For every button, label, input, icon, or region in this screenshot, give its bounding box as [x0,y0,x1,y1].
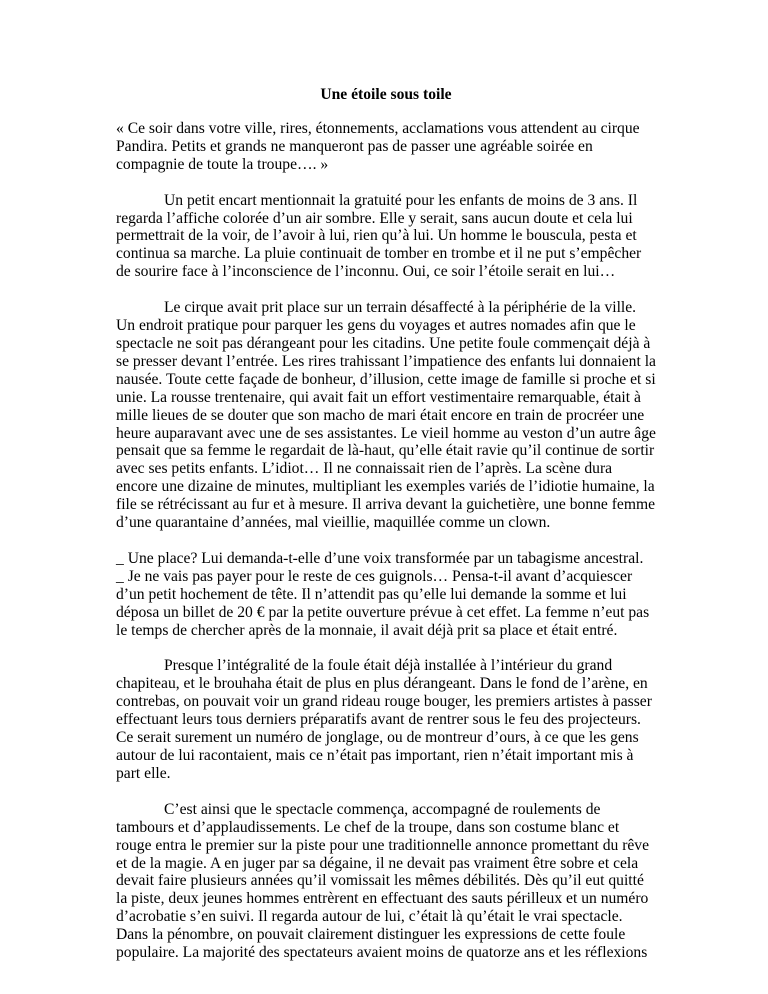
paragraph: Presque l’intégralité de la foule était déjà installée à l’intérieur du grand chapiteau, et le brouhaha était de plus en plus dérangeant. Dans le fond de l’arène, en contrebas, on pouvait voir un grand rideau rouge bouger, les premiers artistes à passer effectuant leurs tous derniers préparatifs avant de rentrer sous le feu des projecteurs. Ce serait surement un numéro de jonglage, ou de montreur d’ours, à ce que les gens autour de lui racontaient, mais ce n’était pas important, rien n’était important mis à part elle. [116,657,652,782]
document-title: Une étoile sous toile [320,86,452,103]
paragraph: C’est ainsi que le spectacle commença, accompagné de roulements de tambours et d’applaudissements. Le chef de la troupe, dans son costume blanc et rouge entra le premier sur la piste pour une traditionnelle annonce promettant du rêve et de la magie. A en juger par sa dégaine, il ne devait pas vraiment être sobre et cela devait faire plusieurs années qu’il vomissait les mêmes débilités. Dès qu’il eut quitté la piste, deux jeunes hommes entrèrent en effectuant des sauts périlleux et un numéro d’acrobatie s’en suivi. Il regarda autour de lui, c’était là qu’était le vrai spectacle. Dans la pénombre, on pouvait clairement distinguer les expressions de cette foule populaire. La majorité des spectateurs avaient moins de quatorze ans et les réflexions [116,800,650,962]
document-page [116,86,656,980]
dialogue-line: _ Une place? Lui demanda-t-elle d’une voix transformée par un tabagisme ancestral. [116,549,644,567]
paragraph-poster-text: « Ce soir dans votre ville, rires, étonnements, acclamations vous attendent au cirque Pandira. Petits et grands ne manqueront pas de passer une agréable soirée en compagnie de toute la troupe…. » [116,119,640,173]
dialogue-block [116,550,656,640]
paragraph: Un petit encart mentionnait la gratuité pour les enfants de moins de 3 ans. Il regarda l’affiche colorée d’un air sombre. Elle y serait, sans aucun doute et cela lui permettrait de la voir, de l’avoir à lui, rien qu’à lui. Un homme le bouscula, pesta et continua sa marche. La pluie continuait de tomber en trombe et il ne put s’empêcher de sourire face à l’inconscience de l’inconnu. Oui, ce soir l’étoile serait en lui… [116,191,642,281]
dialogue-line: _ Je ne vais pas payer pour le reste de ces guignols… Pensa-t-il avant d’acquiescer d’un petit hochement de tête. Il n’attendit pas qu’elle lui demande la somme et lui déposa un billet de 20 € par la petite ouverture prévue à cet effet. La femme n’eut pas le temps de chercher après de la monnaie, il avait déjà prit sa place et était entré. [116,567,650,639]
paragraph: Le cirque avait prit place sur un terrain désaffecté à la périphérie de la ville. Un endroit pratique pour parquer les gens du voyages et autres nomades afin que le spectacle ne soit pas dérangeant pour les citadins. Une petite foule commençait déjà à se presser devant l’entrée. Les rires trahissant l’impatience des enfants lui donnaient la nausée. Toute cette façade de bonheur, d’illusion, cette image de famille si proche et si unie. La rousse trentenaire, qui avait fait un effort vestimentaire remarquable, était à mille lieues de se douter que son macho de mari était encore en train de procréer une heure auparavant avec une de ses assistantes. Le vieil homme au veston d’un autre âge pensait que sa femme le regardait de là-haut, qu’elle était ravie qu’il continue de sortir avec ses petits enfants. L’idiot… Il ne connaissait rien de l’après. La scène dura encore une dizaine de minutes, multipliant les exemples variés de l’idiotie humaine, la file se rétrécissant au fur et à mesure. Il arriva devant la guichetière, une bonne femme d’une quarantaine d’années, mal vieillie, maquillée comme un clown. [116,299,656,532]
